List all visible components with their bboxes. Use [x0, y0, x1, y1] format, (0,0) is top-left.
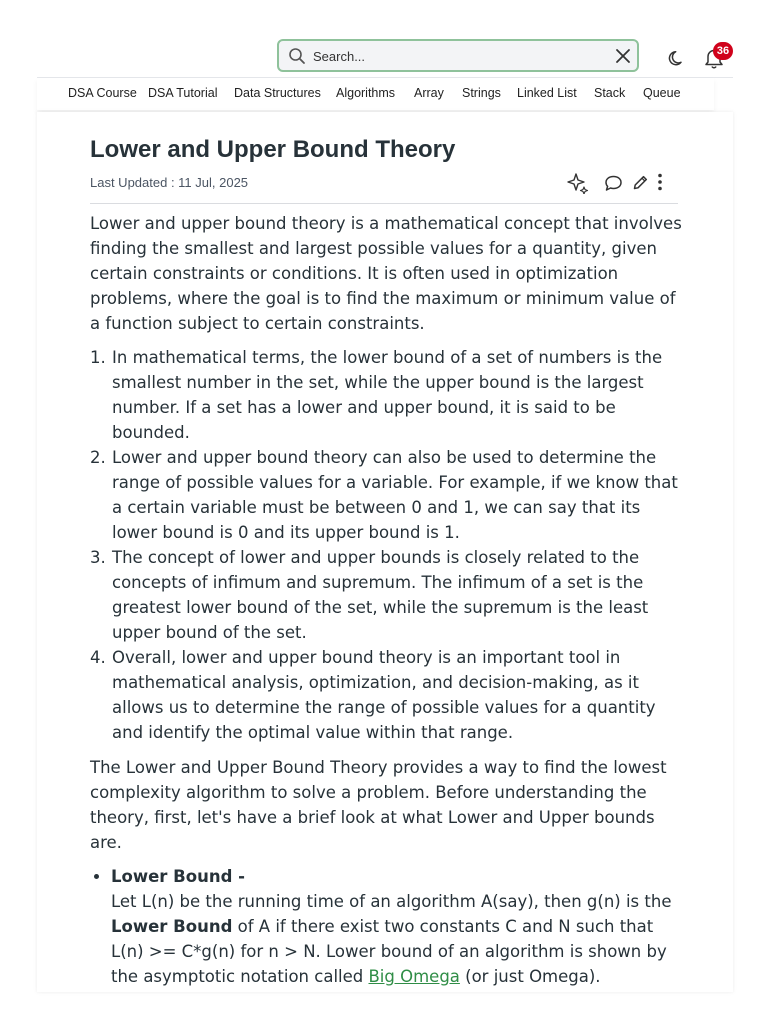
intro-paragraph: Lower and upper bound theory is a mathematical concept that involves finding the smallest and largest possible values for a quantity, given certain constraints or conditions. It is often used in optimization problems, where the goal is to find the maximum or minimum value of a function subject to certain constraints.: [90, 214, 682, 333]
nav-item-algorithms[interactable]: Algorithms: [336, 86, 396, 100]
lower-bound-text-2: of A if there exist two constants C and N such that L(n) >= C*g(n) for n > N. Lower bound of an algorithm is shown by the asymptotic notation called: [111, 917, 667, 986]
title-divider: [90, 203, 678, 204]
list-item: 2. Lower and upper bound theory can also be used to determine the range of possible values for a variable. For example, if we know that a certain variable must be between 0 and 1, we can say that its lower bound is 0 and its upper bound is 1.: [111, 445, 682, 545]
lower-bound-text-3: (or just Omega).: [459, 967, 601, 986]
nav-item-dsa-course[interactable]: DSA Course: [68, 86, 137, 100]
nav-item-stack[interactable]: Stack: [594, 86, 626, 100]
theory-paragraph: The Lower and Upper Bound Theory provides a way to find the lowest complexity algorithm to solve a problem. Before understanding the theory, first, let's have a brief look at what Lower and Upper bounds are.: [90, 758, 667, 852]
lower-bound-text-1: Let L(n) be the running time of an algorithm A(say), then g(n) is the: [111, 892, 672, 911]
nav-item-strings[interactable]: Strings: [462, 86, 501, 100]
list-item: 4. Overall, lower and upper bound theory is an important tool in mathematical analysis, optimization, and decision-making, as it allows us to determine the range of possible values for a quantity and identify the optimal value within that range.: [111, 645, 682, 745]
list-item: 1. In mathematical terms, the lower bound of a set of numbers is the smallest number in the set, while the upper bound is the largest number. If a set has a lower and upper bound, it is said to be bounded.: [111, 345, 682, 445]
lower-bound-item: [111, 864, 682, 989]
bounds-list: [90, 864, 682, 989]
moon-icon[interactable]: [666, 47, 686, 67]
topic-nav: [37, 78, 714, 110]
close-icon[interactable]: [615, 48, 631, 64]
ai-sparkle-icon[interactable]: [567, 172, 589, 194]
edit-icon[interactable]: [632, 174, 649, 191]
lower-bound-term: Lower Bound: [111, 917, 233, 936]
nav-item-linked-list[interactable]: Linked List: [517, 86, 577, 100]
list-item: 3. The concept of lower and upper bounds is closely related to the concepts of infimum and supremum. The infimum of a set is the greatest lower bound of the set, while the supremum is the least upper bound of the set.: [111, 545, 682, 645]
nav-item-queue[interactable]: Queue: [643, 86, 681, 100]
search-icon: [288, 47, 306, 65]
lower-bound-heading: Lower Bound -: [111, 867, 245, 886]
nav-item-data-structures[interactable]: Data Structures: [234, 86, 321, 100]
notification-badge: 36: [713, 42, 733, 60]
search-input[interactable]: [313, 45, 593, 67]
top-bar: [0, 0, 768, 78]
big-omega-link[interactable]: Big Omega: [368, 967, 460, 986]
nav-item-array[interactable]: Array: [414, 86, 444, 100]
article-card: [37, 112, 733, 992]
points-list: [90, 345, 682, 745]
page-title: Lower and Upper Bound Theory: [90, 136, 456, 163]
more-vertical-icon[interactable]: [655, 172, 665, 192]
last-updated: Last Updated : 11 Jul, 2025: [90, 175, 249, 190]
article-body: [90, 211, 682, 989]
search-box[interactable]: [277, 39, 639, 72]
nav-item-dsa-tutorial[interactable]: DSA Tutorial: [148, 86, 218, 100]
comment-icon[interactable]: [604, 174, 623, 193]
